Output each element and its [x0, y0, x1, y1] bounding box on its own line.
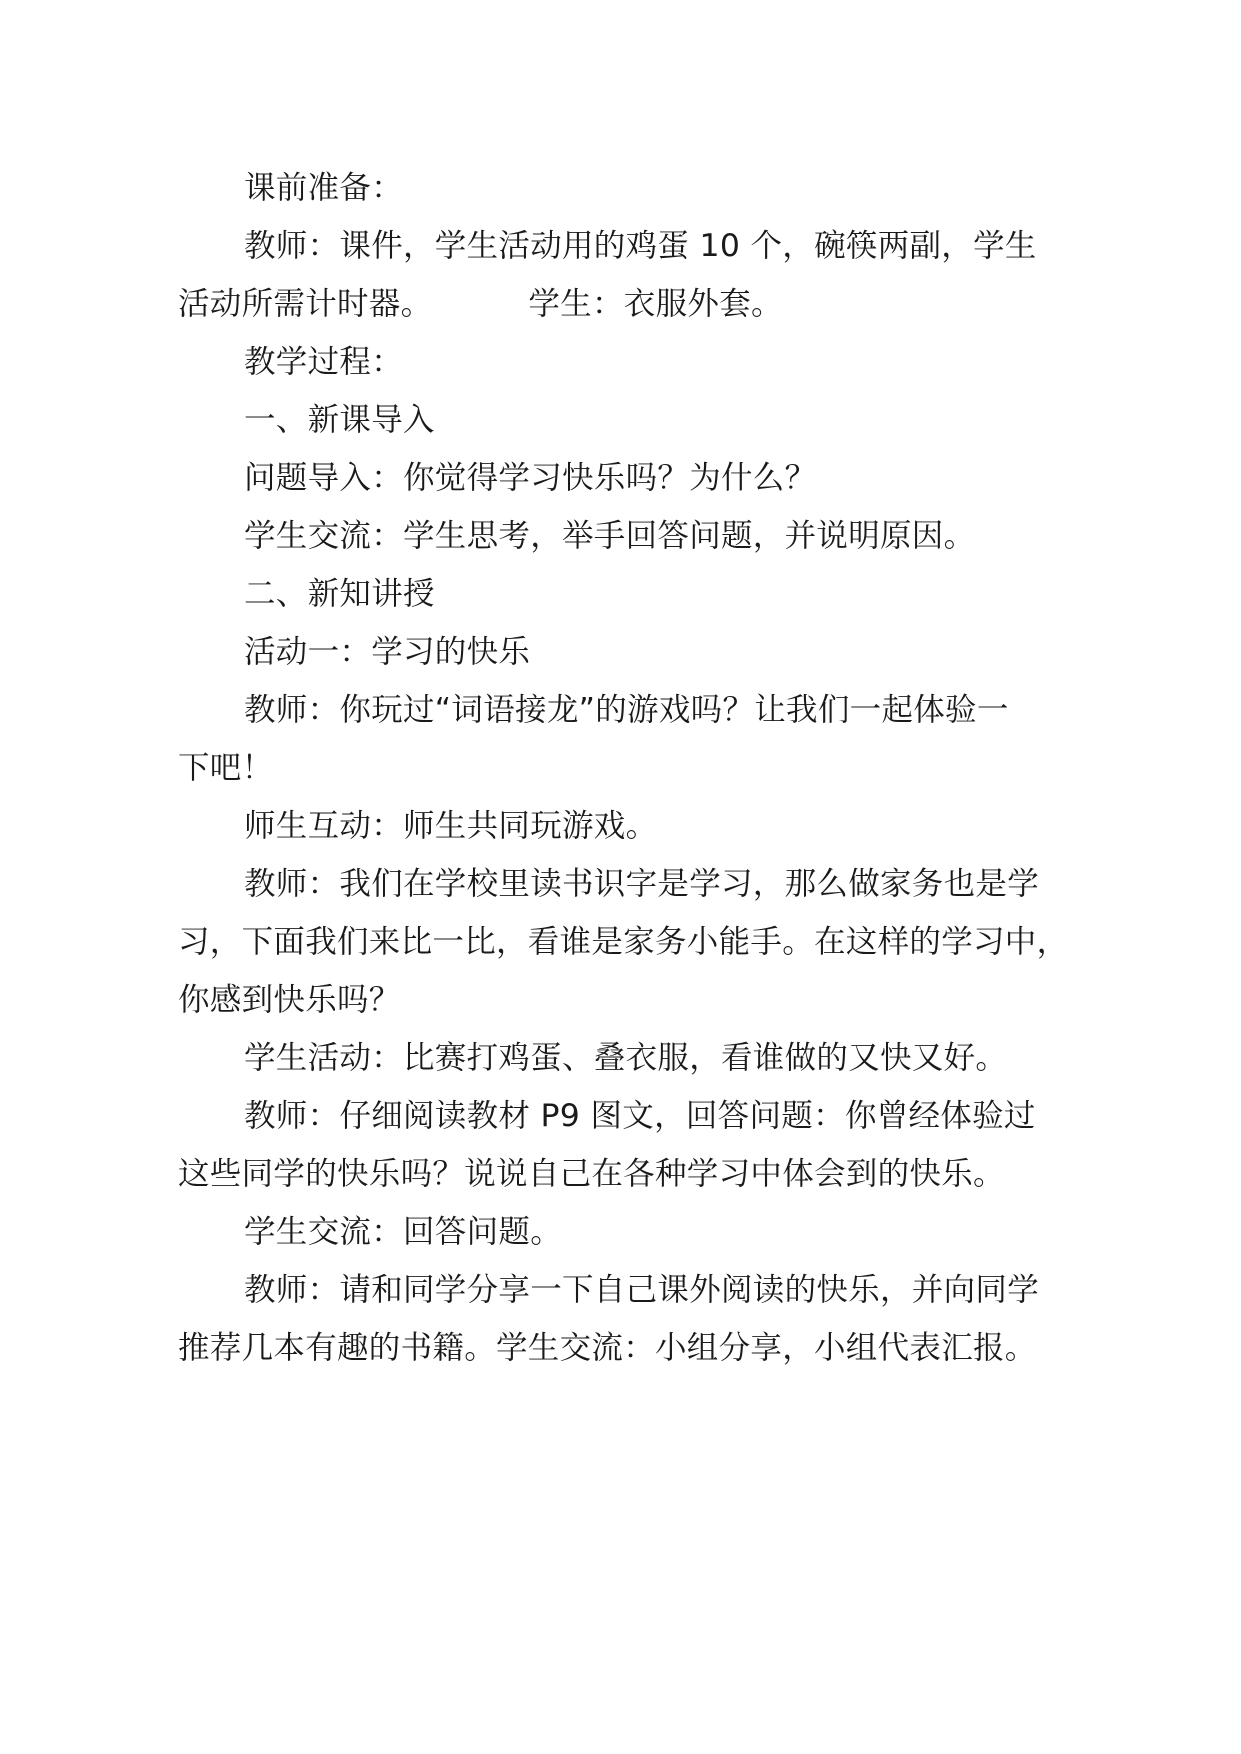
paragraph-segment: 学生：衣服外套。	[528, 286, 783, 322]
paragraph-line: 教师：仔细阅读教材 P9 图文，回答问题：你曾经体验过	[244, 1098, 1036, 1134]
paragraph-line: 教师：课件，学生活动用的鸡蛋 10 个，碗筷两副，学生	[244, 228, 1037, 264]
paragraph-line: 学生活动：比赛打鸡蛋、叠衣服，看谁做的又快又好。	[244, 1040, 1008, 1076]
paragraph-line: 教师：我们在学校里读书识字是学习，那么做家务也是学	[244, 866, 1040, 902]
paragraph-line: 下吧！	[178, 750, 274, 786]
paragraph-line: 教师：你玩过“词语接龙”的游戏吗？让我们一起体验一	[244, 692, 1009, 728]
section-heading: 二、新知讲授	[244, 576, 435, 612]
paragraph-line: 你感到快乐吗？	[178, 982, 401, 1018]
paragraph-line: 问题导入：你觉得学习快乐吗？为什么？	[244, 460, 817, 496]
paragraph-line: 学生交流：回答问题。	[244, 1214, 563, 1250]
paragraph-segment: 活动所需计时器。	[178, 286, 433, 322]
paragraph-line: 推荐几本有趣的书籍。学生交流：小组分享，小组代表汇报。	[178, 1330, 1037, 1366]
paragraph-line: 习，下面我们来比一比，看谁是家务小能手。在这样的学习中，	[178, 924, 1069, 960]
paragraph-line: 教师：请和同学分享一下自己课外阅读的快乐，并向同学	[244, 1272, 1040, 1308]
paragraph-line: 这些同学的快乐吗？说说自己在各种学习中体会到的快乐。	[178, 1156, 1005, 1192]
paragraph-line: 师生互动：师生共同玩游戏。	[244, 808, 658, 844]
section-heading: 一、新课导入	[244, 402, 435, 438]
heading-teaching-process: 教学过程：	[244, 344, 404, 380]
activity-heading: 活动一：学习的快乐	[244, 634, 531, 670]
paragraph-line: 学生交流：学生思考，举手回答问题，并说明原因。	[244, 518, 976, 554]
heading-pre-class-prep: 课前准备：	[244, 170, 404, 206]
paragraph-line	[178, 284, 783, 324]
